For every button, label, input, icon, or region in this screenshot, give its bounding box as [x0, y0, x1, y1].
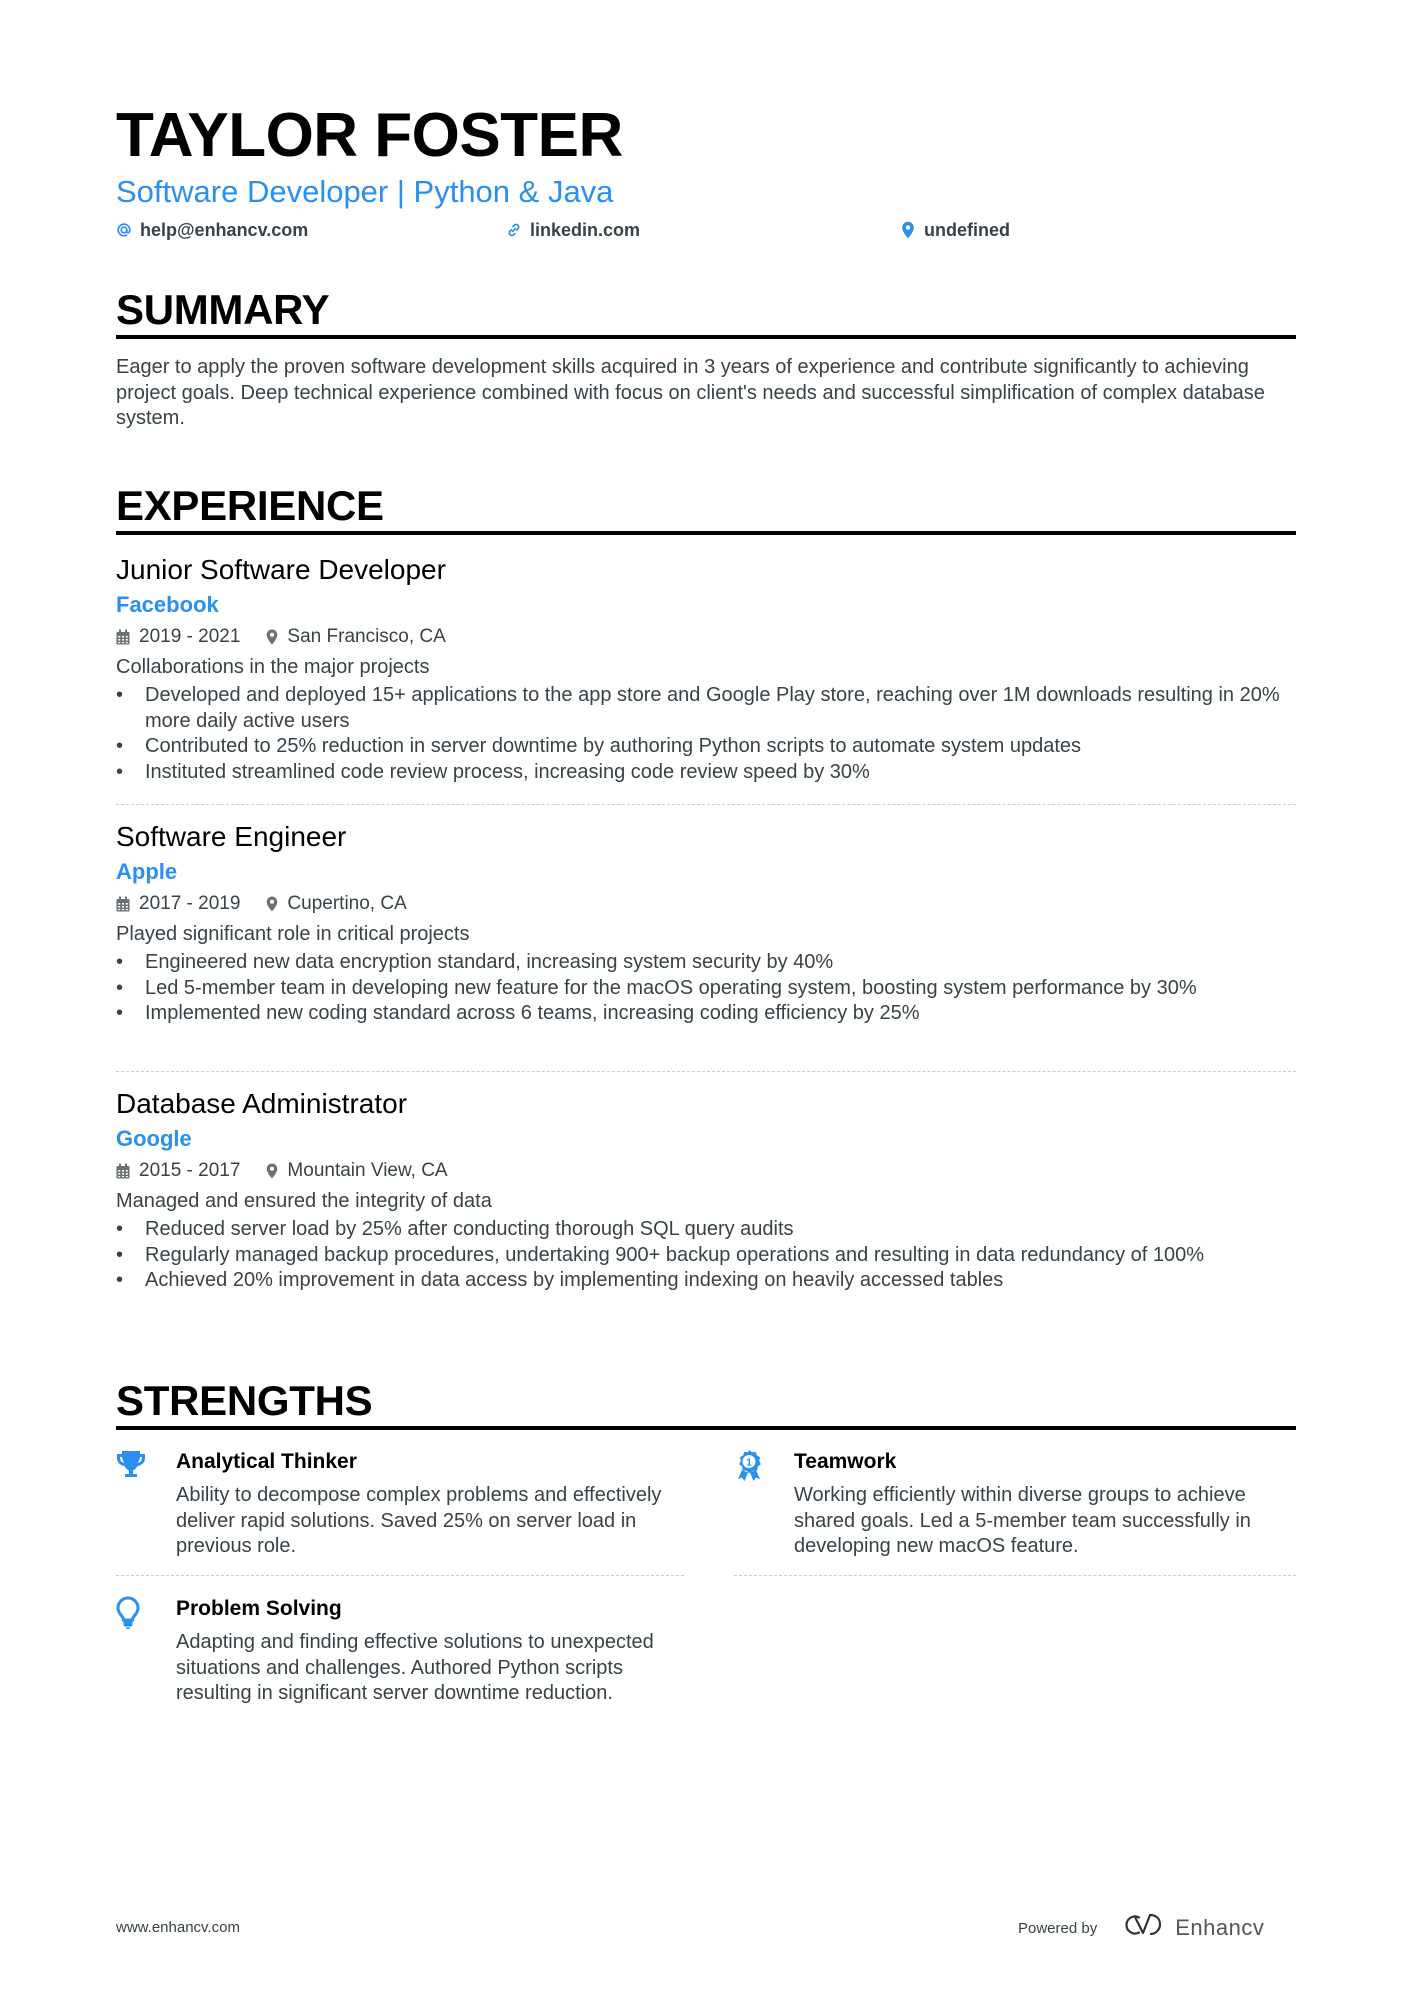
calendar-icon	[116, 896, 130, 912]
contact-row	[116, 218, 1296, 242]
job-description: Managed and ensured the integrity of data	[116, 1190, 492, 1212]
calendar-icon	[116, 629, 130, 645]
enhancv-logo[interactable]	[1121, 1912, 1264, 1944]
job-meta	[116, 622, 1296, 652]
strength-name: Problem Solving	[176, 1597, 342, 1620]
job-meta	[116, 889, 1296, 919]
contact-linkedin[interactable]	[506, 218, 640, 242]
candidate-name: TAYLOR FOSTER	[116, 101, 623, 170]
location-pin-icon	[266, 896, 278, 912]
job-divider	[116, 1071, 1296, 1072]
calendar-icon	[116, 1163, 130, 1179]
bullet-item: • Regularly managed backup procedures, undertaking 900+ backup operations and resulting in data redundancy of 100%	[116, 1243, 1296, 1269]
bullet-item: • Contributed to 25% reduction in server downtime by authoring Python scripts to automate system updates	[116, 734, 1296, 760]
email-text: help@enhancv.com	[140, 220, 309, 240]
footer-branding	[1018, 1912, 1264, 1944]
experience-heading: EXPERIENCE	[116, 482, 384, 529]
job-entry	[116, 552, 1296, 785]
company-name: Facebook	[116, 592, 219, 617]
bullet-item: • Engineered new data encryption standard, increasing system security by 40%	[116, 950, 1296, 976]
strength-description: Adapting and finding effective solutions to unexpected situations and challenges. Authored Python scripts resulting in significant server downtime reduction.	[176, 1631, 654, 1704]
location-pin-icon	[266, 629, 278, 645]
summary-text: Eager to apply the proven software development skills acquired in 3 years of experience and contribute significantly to achieving project goals. Deep technical experience combined with focus on client's needs and successful simplification of complex database system.	[116, 356, 1265, 429]
company-name: Google	[116, 1126, 192, 1151]
company-name: Apple	[116, 859, 178, 884]
job-bullets	[116, 1217, 1296, 1294]
job-divider	[116, 804, 1296, 805]
job-dates: 2017 - 2019	[139, 893, 241, 914]
job-entry	[116, 1086, 1296, 1294]
strength-divider	[734, 1575, 1296, 1576]
contact-location	[900, 218, 1010, 242]
strength-name: Teamwork	[794, 1450, 897, 1473]
strengths-rule	[116, 1426, 1296, 1430]
bullet-item: • Implemented new coding standard across 6 teams, increasing coding efficiency by 25%	[116, 1001, 1296, 1027]
job-meta	[116, 1156, 1296, 1186]
enhancv-logo-icon	[1121, 1912, 1165, 1944]
enhancv-brand-name: Enhancv	[1175, 1915, 1265, 1940]
job-location: Cupertino, CA	[287, 893, 407, 914]
job-description: Collaborations in the major projects	[116, 656, 430, 678]
candidate-title: Software Developer | Python & Java	[116, 174, 614, 209]
powered-by-label: Powered by	[1018, 1919, 1098, 1937]
job-title: Junior Software Developer	[116, 554, 446, 585]
summary-heading: SUMMARY	[116, 286, 330, 333]
strengths-heading: STRENGTHS	[116, 1377, 373, 1424]
bullet-item: • Instituted streamlined code review process, increasing code review speed by 30%	[116, 760, 1296, 786]
bullet-item: • Achieved 20% improvement in data access by implementing indexing on heavily accessed tables	[116, 1268, 1296, 1294]
strength-divider	[116, 1575, 684, 1576]
strength-description: Working efficiently within diverse groups to achieve shared goals. Led a 5-member team successfully in developing new macOS feature.	[794, 1484, 1251, 1557]
job-bullets	[116, 950, 1296, 1027]
job-title: Software Engineer	[116, 821, 347, 852]
summary-rule	[116, 335, 1296, 339]
location-pin-icon	[266, 1163, 278, 1179]
job-dates: 2015 - 2017	[139, 1160, 241, 1181]
job-bullets	[116, 683, 1296, 785]
link-icon	[506, 222, 522, 238]
at-icon	[116, 222, 132, 238]
contact-email[interactable]	[116, 218, 308, 242]
location-pin-icon	[900, 221, 916, 239]
linkedin-text: linkedin.com	[530, 220, 641, 240]
bullet-item: • Led 5-member team in developing new feature for the macOS operating system, boosting system performance by 30%	[116, 976, 1296, 1002]
job-location: San Francisco, CA	[287, 626, 446, 647]
job-location: Mountain View, CA	[287, 1160, 448, 1181]
job-entry	[116, 819, 1296, 1027]
bullet-item: • Developed and deployed 15+ applications to the app store and Google Play store, reaching over 1M downloads resulting in 20% more daily active users	[116, 683, 1296, 734]
job-dates: 2019 - 2021	[139, 626, 241, 647]
svg-text:1: 1	[746, 1457, 752, 1469]
bullet-item: • Reduced server load by 25% after conducting thorough SQL query audits	[116, 1217, 1296, 1243]
lightbulb-icon	[116, 1596, 146, 1630]
award-ribbon-icon	[734, 1449, 764, 1483]
trophy-icon	[116, 1449, 146, 1483]
strength-name: Analytical Thinker	[176, 1450, 357, 1473]
footer-website[interactable]: www.enhancv.com	[116, 1919, 240, 1936]
job-description: Played significant role in critical projects	[116, 923, 470, 945]
location-text: undefined	[924, 220, 1010, 240]
strength-description: Ability to decompose complex problems and effectively deliver rapid solutions. Saved 25% on server load in previous role.	[176, 1484, 662, 1557]
experience-rule	[116, 531, 1296, 535]
job-title: Database Administrator	[116, 1088, 408, 1119]
